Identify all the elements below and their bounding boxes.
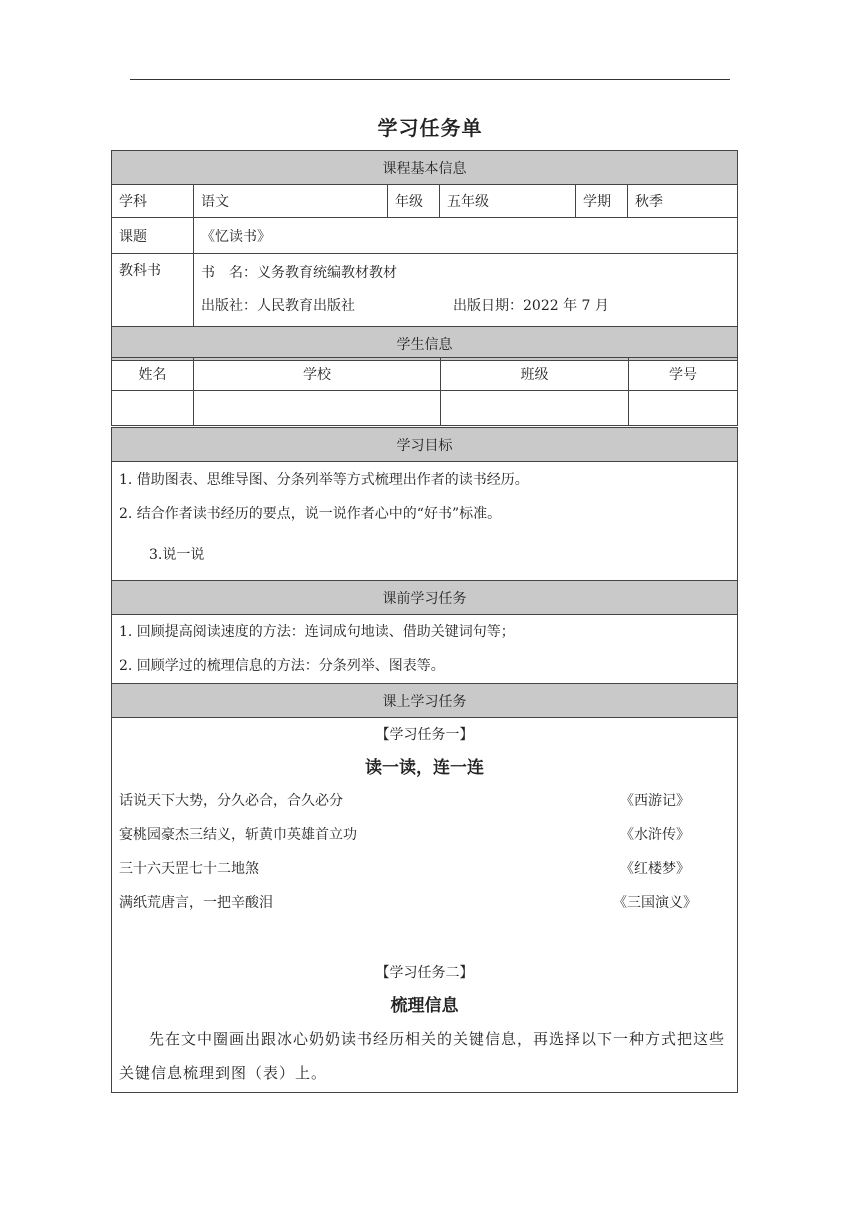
document-title: 学习任务单 (377, 116, 483, 140)
subject-value: 语文 (194, 185, 388, 218)
class-tasks-row (112, 718, 738, 1093)
class-header: 班级 (441, 358, 629, 391)
section-title: 课前学习任务 (112, 581, 738, 615)
course-info-row (112, 185, 738, 218)
student-table (111, 357, 738, 426)
section-header-course (112, 151, 738, 185)
goals-row (112, 462, 738, 581)
task1-heading: 读一读，连一连 (365, 758, 484, 778)
pre-tasks-row (112, 615, 738, 684)
date-value: 2022 年 7 月 (523, 298, 609, 314)
subject-label: 学科 (112, 185, 194, 218)
term-label: 学期 (576, 185, 628, 218)
section-header-class (112, 684, 738, 718)
textbook-row (112, 254, 738, 327)
task2-label: 【学习任务二】 (375, 965, 474, 981)
book-title: 《三国演义》 (613, 895, 697, 911)
book-name-value: 义务教育统编教材教材 (257, 265, 397, 281)
publisher-label: 出版社： (201, 298, 257, 314)
publisher-line (201, 290, 730, 323)
textbook-details (194, 254, 738, 327)
quote-text: 满纸荒唐言，一把辛酸泪 (119, 895, 273, 911)
match-row (119, 818, 730, 852)
section-header-goals (112, 428, 738, 462)
pre-task-item: 1. 回顾提高阅读速度的方法：连词成句地读、借助关键词句等； (119, 624, 515, 640)
topic-row (112, 218, 738, 254)
task2-heading: 梳理信息 (390, 996, 459, 1016)
student-header-row (112, 358, 738, 391)
topic-label: 课题 (112, 218, 194, 254)
quote-text: 三十六天罡七十二地煞 (119, 861, 259, 877)
section-title: 学生信息 (112, 327, 738, 361)
section-title: 课程基本信息 (112, 151, 738, 185)
school-header: 学校 (194, 358, 441, 391)
task1-label: 【学习任务一】 (375, 727, 474, 743)
id-header: 学号 (629, 358, 738, 391)
topic-value: 《忆读书》 (194, 218, 738, 254)
date-label: 出版日期： (453, 298, 523, 314)
quote-text: 话说天下大势，分久必合，合久必分 (119, 793, 343, 809)
match-row (119, 886, 730, 920)
name-cell[interactable] (112, 391, 194, 426)
section-header-pre (112, 581, 738, 615)
goal-item: 3.说一说 (149, 547, 205, 563)
book-name-line (201, 257, 730, 290)
name-header: 姓名 (112, 358, 194, 391)
match-row (119, 852, 730, 886)
grade-value: 五年级 (440, 185, 576, 218)
term-value: 秋季 (628, 185, 738, 218)
section-title: 学习目标 (112, 428, 738, 462)
task2-instructions: 先在文中圈画出跟冰心奶奶读书经历相关的关键信息，再选择以下一种方式把这些关键信息梳理到图（表）上。 (119, 1030, 726, 1082)
book-name-label-a: 书 (201, 265, 215, 281)
id-cell[interactable] (629, 391, 738, 426)
school-cell[interactable] (194, 391, 441, 426)
publisher-value: 人民教育出版社 (257, 298, 355, 314)
student-input-row (112, 391, 738, 426)
goal-item: 2. 结合作者读书经历的要点，说一说作者心中的“好书”标准。 (119, 506, 502, 522)
pre-task-item: 2. 回顾学过的梳理信息的方法：分条列举、图表等。 (119, 658, 445, 674)
book-title: 《水浒传》 (620, 827, 690, 843)
match-row (119, 784, 730, 818)
header-rule (130, 79, 730, 80)
class-cell[interactable] (441, 391, 629, 426)
goal-item: 1. 借助图表、思维导图、分条列举等方式梳理出作者的读书经历。 (119, 472, 529, 488)
quote-text: 宴桃园豪杰三结义，斩黄巾英雄首立功 (119, 827, 357, 843)
section-title: 课上学习任务 (112, 684, 738, 718)
book-title: 《西游记》 (620, 793, 690, 809)
textbook-label: 教科书 (112, 254, 194, 327)
goals-tasks-table (111, 427, 738, 1093)
book-title: 《红楼梦》 (620, 861, 690, 877)
section-header-student (112, 327, 738, 361)
book-name-label-b: 名： (229, 265, 257, 281)
grade-label: 年级 (388, 185, 440, 218)
task-sheet-table (111, 150, 738, 361)
